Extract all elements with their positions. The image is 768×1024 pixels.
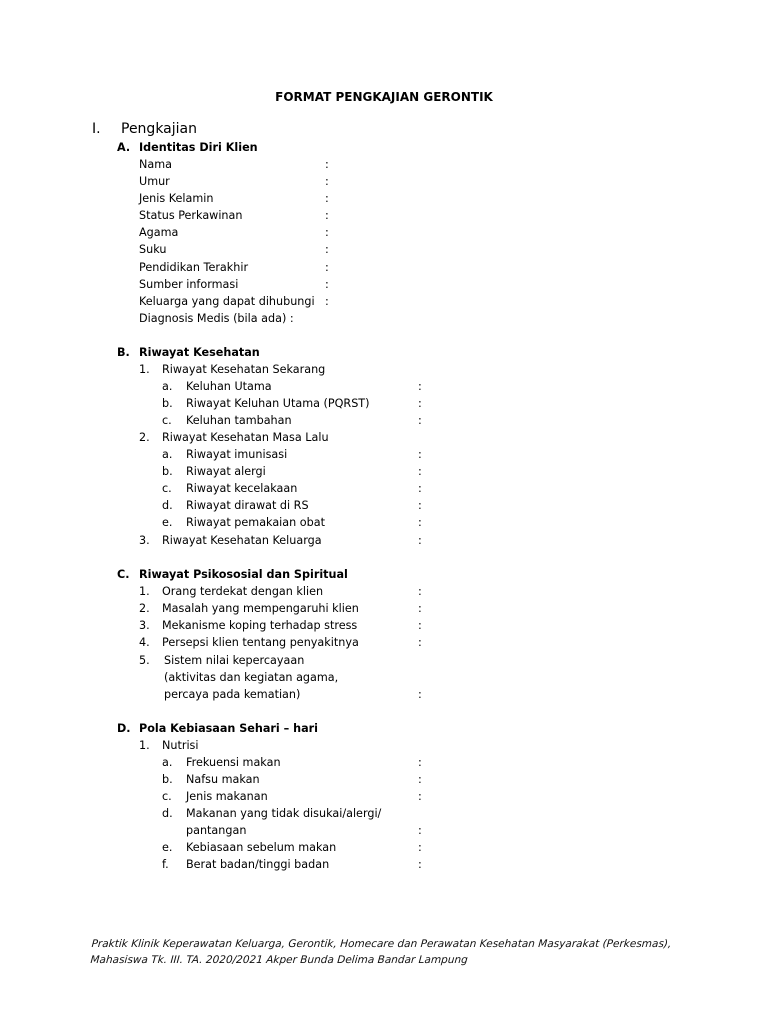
sub-label: Riwayat kecelakaan: [186, 482, 298, 495]
field-colon: :: [418, 448, 422, 461]
sub-letter: b.: [162, 397, 173, 410]
sub-letter: b.: [162, 465, 173, 478]
field-colon: :: [418, 688, 422, 701]
sub-letter: f.: [162, 858, 169, 871]
field-colon: :: [418, 534, 422, 547]
sub-label: Jenis makanan: [186, 790, 268, 803]
list-number: 1.: [139, 585, 150, 598]
field-label: Suku: [139, 243, 167, 256]
list-item-label: Mekanisme koping terhadap stress: [162, 619, 358, 632]
section-C-letter: C.: [117, 568, 130, 581]
sub-label: pantangan: [186, 824, 247, 837]
sub-letter: c.: [162, 482, 172, 495]
sub-letter: b.: [162, 773, 173, 786]
field-colon: :: [418, 397, 422, 410]
list-item-label: Nutrisi: [162, 739, 199, 752]
field-colon: :: [325, 175, 329, 188]
list-number: 4.: [139, 636, 150, 649]
field-colon: :: [325, 226, 329, 239]
sub-label: Keluhan tambahan: [186, 414, 292, 427]
sub-label: Berat badan/tinggi badan: [186, 858, 330, 871]
field-colon: :: [325, 261, 329, 274]
list-number: 2.: [139, 431, 150, 444]
list-number: 1.: [139, 363, 150, 376]
field-colon: :: [418, 602, 422, 615]
field-colon: :: [418, 858, 422, 871]
list-item-label: Riwayat Kesehatan Masa Lalu: [162, 431, 329, 444]
sub-letter: c.: [162, 790, 172, 803]
sub-label: Riwayat dirawat di RS: [186, 499, 309, 512]
section-I-heading: Pengkajian: [121, 121, 197, 137]
field-label: Status Perkawinan: [139, 209, 243, 222]
list-number: 1.: [139, 739, 150, 752]
sub-letter: a.: [162, 448, 173, 461]
field-colon: :: [325, 209, 329, 222]
field-colon: :: [325, 192, 329, 205]
field-colon: :: [418, 756, 422, 769]
sub-letter: e.: [162, 841, 173, 854]
list-number: 5.: [139, 654, 150, 667]
field-colon: :: [418, 482, 422, 495]
sub-letter: a.: [162, 756, 173, 769]
section-D-letter: D.: [117, 722, 131, 735]
field-colon: :: [325, 278, 329, 291]
section-A-letter: A.: [117, 141, 131, 154]
list-number: 2.: [139, 602, 150, 615]
field-colon: :: [325, 295, 329, 308]
list-item-label: Riwayat Kesehatan Keluarga: [162, 534, 322, 547]
field-colon: :: [418, 585, 422, 598]
footer-line-1: Praktik Klinik Keperawatan Keluarga, Gerontik, Homecare dan Perawatan Kesehatan Masyarakat (Perkesmas),: [91, 938, 672, 950]
field-colon: :: [325, 158, 329, 171]
document-title: FORMAT PENGKAJIAN GERONTIK: [275, 90, 493, 104]
list-item-label: Persepsi klien tentang penyakitnya: [162, 636, 359, 649]
section-D-heading: Pola Kebiasaan Sehari – hari: [139, 722, 318, 735]
sub-letter: a.: [162, 380, 173, 393]
field-colon: :: [418, 824, 422, 837]
field-colon: :: [418, 465, 422, 478]
field-label: Umur: [139, 175, 170, 188]
list-item-label: Riwayat Kesehatan Sekarang: [162, 363, 326, 376]
list-item-label: percaya pada kematian): [164, 688, 301, 701]
sub-label: Nafsu makan: [186, 773, 260, 786]
diagnosis-label: Diagnosis Medis (bila ada) :: [139, 312, 294, 325]
list-number: 3.: [139, 619, 150, 632]
field-label: Agama: [139, 226, 179, 239]
section-I-number: I.: [92, 121, 101, 137]
list-item-label: (aktivitas dan kegiatan agama,: [164, 671, 339, 684]
sub-letter: c.: [162, 414, 172, 427]
field-label: Pendidikan Terakhir: [139, 261, 249, 274]
page-footer: [90, 936, 692, 968]
list-item-label: Masalah yang mempengaruhi klien: [162, 602, 359, 615]
field-label: Sumber informasi: [139, 278, 239, 291]
section-B-letter: B.: [117, 346, 130, 359]
field-colon: :: [418, 773, 422, 786]
field-colon: :: [418, 636, 422, 649]
sub-letter: d.: [162, 807, 173, 820]
field-colon: :: [418, 414, 422, 427]
field-colon: :: [418, 790, 422, 803]
list-number: 3.: [139, 534, 150, 547]
field-colon: :: [418, 380, 422, 393]
sub-letter: d.: [162, 499, 173, 512]
field-colon: :: [418, 499, 422, 512]
sub-label: Riwayat alergi: [186, 465, 266, 478]
sub-label: Makanan yang tidak disukai/alergi/: [186, 807, 382, 820]
list-item-label: Orang terdekat dengan klien: [162, 585, 324, 598]
section-B-heading: Riwayat Kesehatan: [139, 346, 260, 359]
field-colon: :: [325, 243, 329, 256]
section-A-heading: Identitas Diri Klien: [139, 141, 258, 154]
footer-line-2: Mahasiswa Tk. III. TA. 2020/2021 Akper Bunda Delima Bandar Lampung: [90, 954, 469, 966]
field-colon: :: [418, 516, 422, 529]
field-label: Nama: [139, 158, 172, 171]
sub-label: Frekuensi makan: [186, 756, 281, 769]
sub-label: Riwayat imunisasi: [186, 448, 288, 461]
section-C-heading: Riwayat Psikososial dan Spiritual: [139, 568, 348, 581]
sub-letter: e.: [162, 516, 173, 529]
sub-label: Riwayat Keluhan Utama (PQRST): [186, 397, 370, 410]
sub-label: Riwayat pemakaian obat: [186, 516, 325, 529]
sub-label: Keluhan Utama: [186, 380, 272, 393]
field-colon: :: [418, 841, 422, 854]
list-item-label: Sistem nilai kepercayaan: [164, 654, 305, 667]
sub-label: Kebiasaan sebelum makan: [186, 841, 337, 854]
field-label: Jenis Kelamin: [139, 192, 214, 205]
field-colon: :: [418, 619, 422, 632]
field-label: Keluarga yang dapat dihubungi: [139, 295, 315, 308]
